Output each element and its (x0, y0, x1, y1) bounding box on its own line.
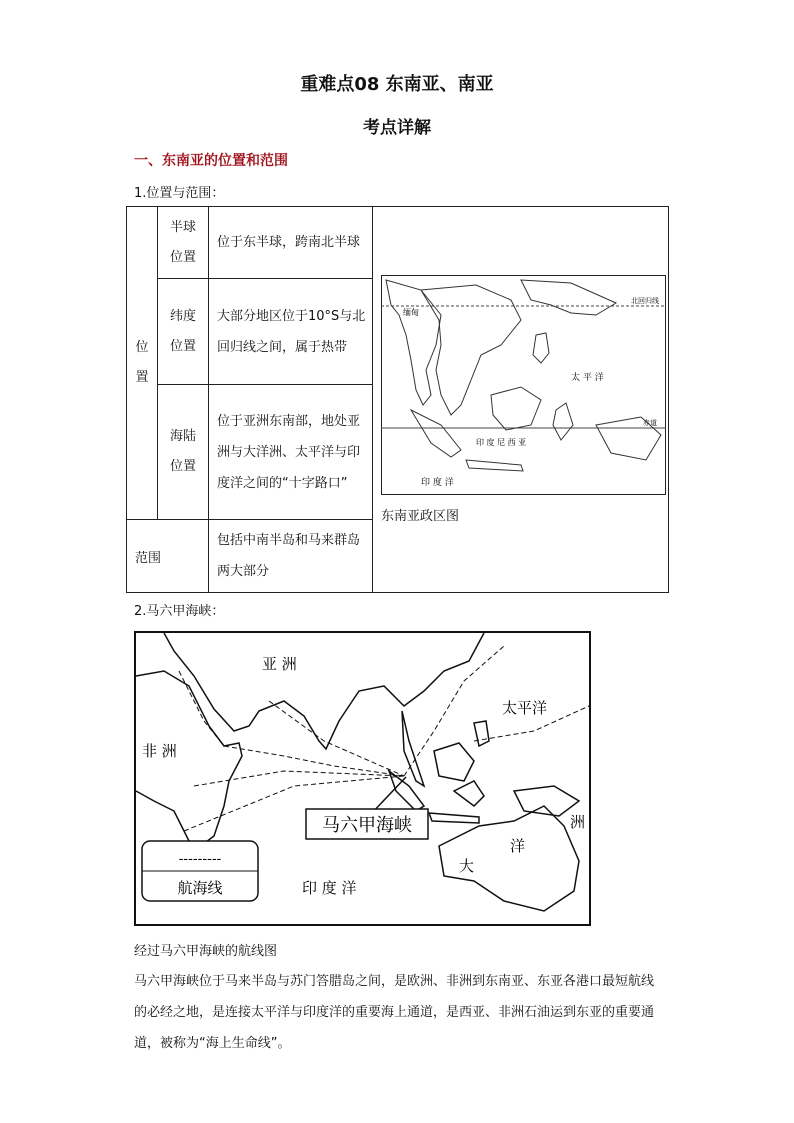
oceania-label-c: 洲 (570, 813, 586, 831)
indonesia-label: 印 度 尼 西 亚 (476, 438, 527, 447)
indian-ocean-label: 印 度 洋 (302, 879, 357, 897)
row-text-cell (209, 207, 373, 279)
malacca-route-map (134, 631, 591, 926)
row-label-cell (158, 385, 209, 520)
row-label-cell (158, 207, 209, 279)
map1-caption: 东南亚政区图 (381, 509, 460, 524)
tropic-label: 北回归线 (631, 297, 659, 305)
section-heading: 一、东南亚的位置和范围 (134, 153, 288, 169)
row-text-cell (209, 279, 373, 385)
myanmar-label: 缅甸 (403, 308, 419, 317)
row-text: 大部分地区位于10°S与北回归线之间，属于热带 (217, 308, 366, 355)
row-label: 纬度位置 (169, 308, 196, 354)
row-label-cell (158, 279, 209, 385)
map1-frame (382, 276, 666, 495)
malacca-paragraph: 马六甲海峡位于马来半岛与苏门答腊岛之间，是欧洲、非洲到东南亚、东亚各港口最短航线的必经之地，是连接太平洋与印度洋的重要海上通道，是西亚、非洲石油运到东亚的重要通道，被称为“海上生命线”。 (134, 974, 655, 1051)
legend-line-sample: --------- (178, 851, 222, 867)
africa-label: 非 洲 (142, 742, 177, 760)
legend-label: 航海线 (177, 879, 223, 897)
location-table (126, 206, 669, 593)
oceania-label-a: 大 (459, 857, 475, 875)
range-text-cell (209, 520, 373, 593)
range-label: 范围 (135, 550, 162, 566)
row-label: 海陆位置 (169, 429, 196, 474)
item-heading-2: 2.马六甲海峡： (134, 604, 225, 619)
southeast-asia-map (381, 275, 666, 495)
map2-caption: 经过马六甲海峡的航线图 (134, 944, 278, 959)
row-text: 位于亚洲东南部，地处亚洲与大洋洲、太平洋与印度洋之间的“十字路口” (217, 413, 361, 491)
page-subtitle: 考点详解 (363, 118, 431, 138)
page-title: 重难点08 东南亚、南亚 (300, 74, 494, 95)
strait-label: 马六甲海峡 (322, 815, 412, 836)
pacific-label: 太平洋 (502, 699, 548, 717)
range-label-cell (127, 520, 209, 593)
group-cell (127, 207, 158, 520)
row-text: 位于东半球，跨南北半球 (217, 235, 361, 250)
asia-label: 亚 洲 (262, 655, 297, 673)
oceania-label-b: 洋 (510, 837, 526, 855)
map1-cell (373, 207, 669, 593)
group-label: 位置 (135, 340, 149, 385)
row-text-cell (209, 385, 373, 520)
row-label: 半球位置 (169, 219, 196, 265)
range-text: 包括中南半岛和马来群岛两大部分 (217, 533, 361, 579)
indian-ocean-label: 印 度 洋 (421, 478, 454, 488)
equator-label: 赤道 (643, 419, 657, 427)
pacific-label: 太 平 洋 (571, 373, 604, 383)
item-heading-1: 1.位置与范围： (134, 186, 225, 201)
